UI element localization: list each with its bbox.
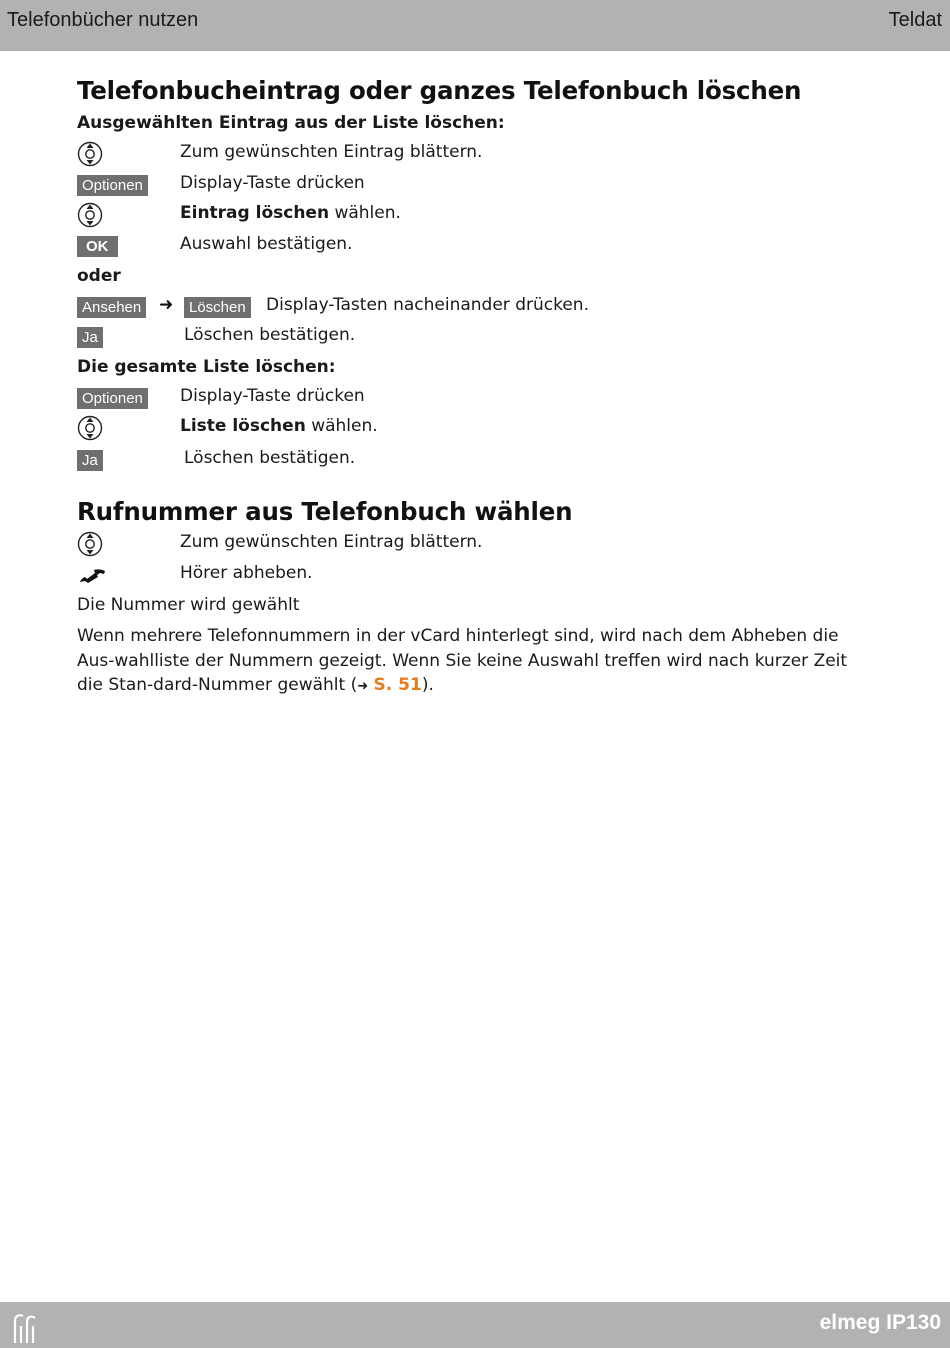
- page-header: [0, 0, 950, 51]
- step-lift-handset: [77, 561, 887, 589]
- step-description-rest: wählen.: [305, 416, 378, 436]
- arrow-right-icon: ➜: [159, 295, 174, 315]
- step-description: Löschen bestätigen.: [184, 448, 356, 468]
- step-description: [180, 416, 378, 436]
- step-select-delete-list: [77, 414, 887, 442]
- or-label: oder: [77, 266, 121, 286]
- chapter-title: Telefonbücher nutzen: [7, 9, 199, 31]
- step-description: Zum gewünschten Eintrag blättern.: [180, 532, 483, 552]
- navigation-key-icon: [77, 530, 103, 558]
- ok-softkey: OK: [77, 236, 118, 257]
- step-description: Auswahl bestätigen.: [180, 234, 353, 254]
- optionen-softkey: Optionen: [77, 175, 148, 196]
- product-name: elmeg IP130: [819, 1311, 941, 1334]
- step-confirm-delete-list: [77, 446, 887, 474]
- step-description: Löschen bestätigen.: [184, 325, 356, 345]
- navigation-key-icon: [77, 140, 103, 168]
- teldat-logo-icon: [12, 1312, 38, 1344]
- step-scroll-entry-dial: [77, 530, 887, 558]
- ja-softkey: Ja: [77, 327, 103, 348]
- brand-name: Teldat: [888, 9, 942, 31]
- step-options-key: [77, 171, 887, 199]
- step-confirm-delete: [77, 323, 887, 351]
- handset-off-hook-icon: [77, 561, 107, 589]
- page-footer: [0, 1302, 950, 1348]
- ansehen-softkey: Ansehen: [77, 297, 146, 318]
- info-number-dialed: Die Nummer wird gewählt: [77, 595, 300, 615]
- paragraph-text: Wenn mehrere Telefonnummern in der vCard hinterlegt sind, wird nach dem Abheben die Aus-wahlliste der Nummern gezeigt. Wenn Sie keine Auswahl treffen wird nach kurzer Zeit die Stan-dard-Nummer gewählt (: [77, 626, 848, 695]
- step-scroll-entry: [77, 140, 887, 168]
- subtitle-delete-entry: Ausgewählten Eintrag aus der Liste löschen:: [77, 113, 505, 133]
- step-description: [180, 203, 401, 223]
- step-select-delete-entry: [77, 201, 887, 229]
- step-options-key-2: [77, 384, 887, 412]
- step-description: Zum gewünschten Eintrag blättern.: [180, 142, 483, 162]
- step-ok-key: [77, 232, 887, 260]
- navigation-key-icon: [77, 201, 103, 229]
- paragraph-end: ).: [421, 675, 434, 695]
- subtitle-delete-list: Die gesamte Liste löschen:: [77, 357, 336, 377]
- info-paragraph: [77, 624, 877, 700]
- step-view-delete-keys: [77, 293, 887, 321]
- page-reference-link[interactable]: S. 51: [373, 675, 422, 695]
- step-description: Display-Tasten nacheinander drücken.: [266, 295, 589, 315]
- step-description: Display-Taste drücken: [180, 386, 365, 406]
- step-description-rest: wählen.: [329, 203, 401, 223]
- arrow-right-icon: ➜: [357, 679, 369, 694]
- step-description: Hörer abheben.: [180, 563, 313, 583]
- navigation-key-icon: [77, 414, 103, 442]
- loeschen-softkey: Löschen: [184, 297, 251, 318]
- step-description: Display-Taste drücken: [180, 173, 365, 193]
- ja-softkey: Ja: [77, 450, 103, 471]
- menu-item-liste-loeschen: Liste löschen: [180, 416, 306, 436]
- menu-item-eintrag-loeschen: Eintrag löschen: [180, 203, 330, 223]
- optionen-softkey: Optionen: [77, 388, 148, 409]
- section-title-delete: Telefonbucheintrag oder ganzes Telefonbuch löschen: [77, 76, 802, 105]
- section-title-dial: Rufnummer aus Telefonbuch wählen: [77, 497, 573, 526]
